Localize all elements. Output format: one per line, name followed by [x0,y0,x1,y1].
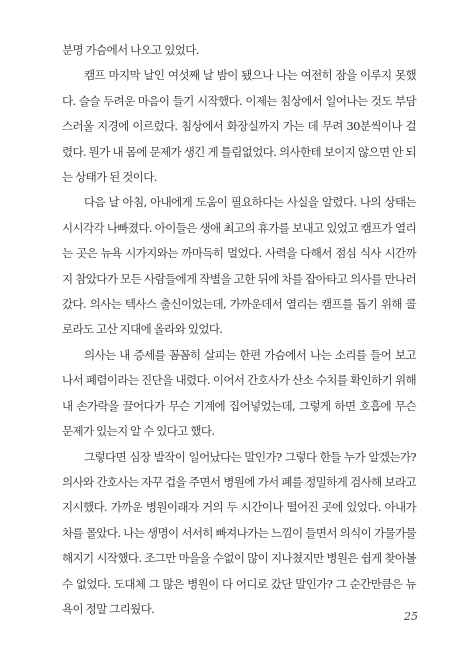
body-text [62,38,416,622]
paragraph-diagnosis: 의사는 내 증세를 꼼꼼히 살피는 한편 가슴에서 나는 소리를 들어 보고 나서 폐렴이라는 진단을 내렸다. 이어서 간호사가 산소 수치를 확인하기 위해 내 손가락을 끌어다가 무슨 기계에 집어넣었는데, 그렇게 하면 호흡에 무슨 문제가 있는지 알 수 있다고 했다. [62,347,416,439]
paragraph-continuation: 분명 가슴에서 나오고 있었다. [62,43,199,57]
paragraph-camp-last-night: 캠프 마지막 날인 여섯째 날 밤이 됐으나 나는 여전히 잠을 이루지 못했다. 슬슬 두려운 마음이 들기 시작했다. 이제는 침상에서 일어나는 것도 부담스러울 지경에 이르렀다. 침상에서 화장실까지 가는 데 무려 30분씩이나 걸렸다. 뭔가 내 몸에 문제가 생긴 게 틀림없었다. 의사한테 보이지 않으면 안 되는 상태가 된 것이다. [62,68,416,185]
page-number: 25 [404,610,418,623]
paragraph-hospital-drive: 그렇다면 심장 발작이 일어났다는 말인가? 그렇다 한들 누가 알겠는가? 의사와 간호사는 자꾸 겁을 주면서 병원에 가서 폐를 정밀하게 검사해 보라고 지시했다. 가까운 병원이래자 거의 두 시간이나 떨어진 곳에 있었다. 아내가 차를 몰았다. 나는 생명이 서서히 빠져나가는 느낌이 들면서 의식이 가물가물해지기 시작했다. 조그만 마을을 수없이 많이 지나쳤지만 병원은 쉽게 찾아볼 수 없었다. 도대체 그 많은 병원이 다 어디로 갔단 말인가? 그 순간만큼은 뉴욕이 정말 그리웠다. [62,449,416,616]
paragraph-next-morning: 다음 날 아침, 아내에게 도움이 필요하다는 사실을 알렸다. 나의 상태는 시시각각 나빠졌다. 아이들은 생애 최고의 휴가를 보내고 있었고 캠프가 열리는 곳은 뉴욕 시가지와는 까마득히 멀었다. 사력을 다해서 점심 식사 시간까지 참았다가 모든 사람들에게 작별을 고한 뒤에 차를 잡아타고 의사를 만나러 갔다. 의사는 텍사스 출신이었는데, 가까운데서 열리는 캠프를 돕기 위해 콜로라도 고산 지대에 올라와 있었다. [62,195,416,337]
